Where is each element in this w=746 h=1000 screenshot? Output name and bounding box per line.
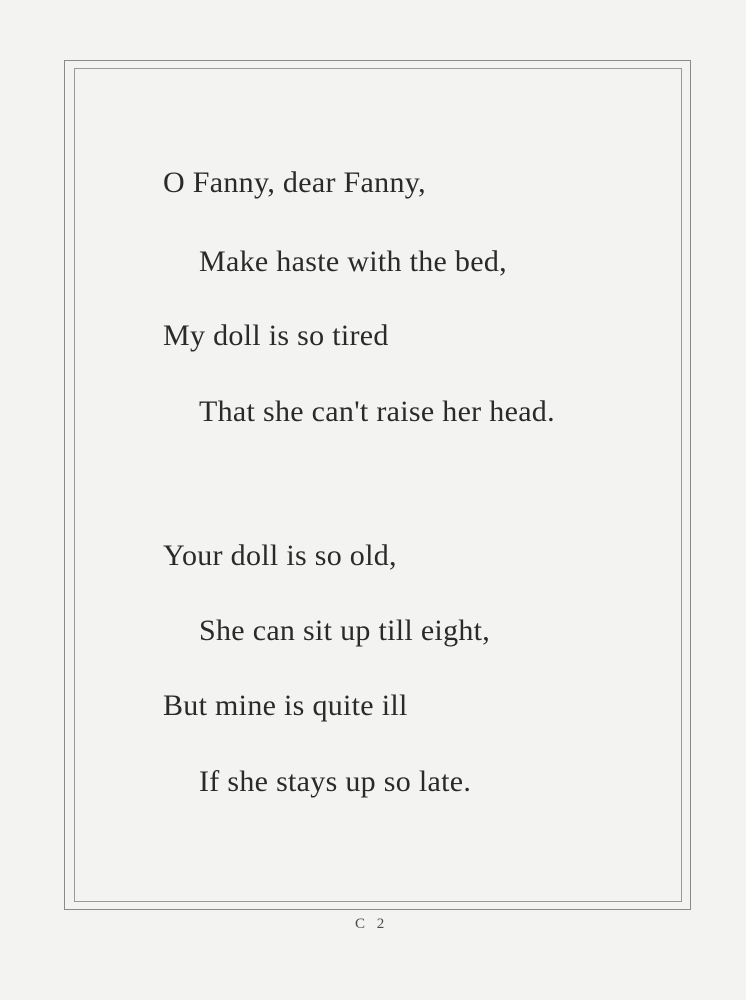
poem-line: She can sit up till eight,: [199, 614, 491, 647]
poem-line: But mine is quite ill: [163, 689, 408, 722]
poem-line: Your doll is so old,: [163, 539, 397, 572]
poem-line: If she stays up so late.: [199, 765, 472, 798]
poem-line: Make haste with the bed,: [199, 245, 507, 278]
signature-mark: C 2: [355, 916, 389, 932]
poem-line: That she can't raise her head.: [199, 395, 555, 428]
poem-line: O Fanny, dear Fanny,: [163, 166, 426, 199]
poem-line: My doll is so tired: [163, 319, 389, 352]
